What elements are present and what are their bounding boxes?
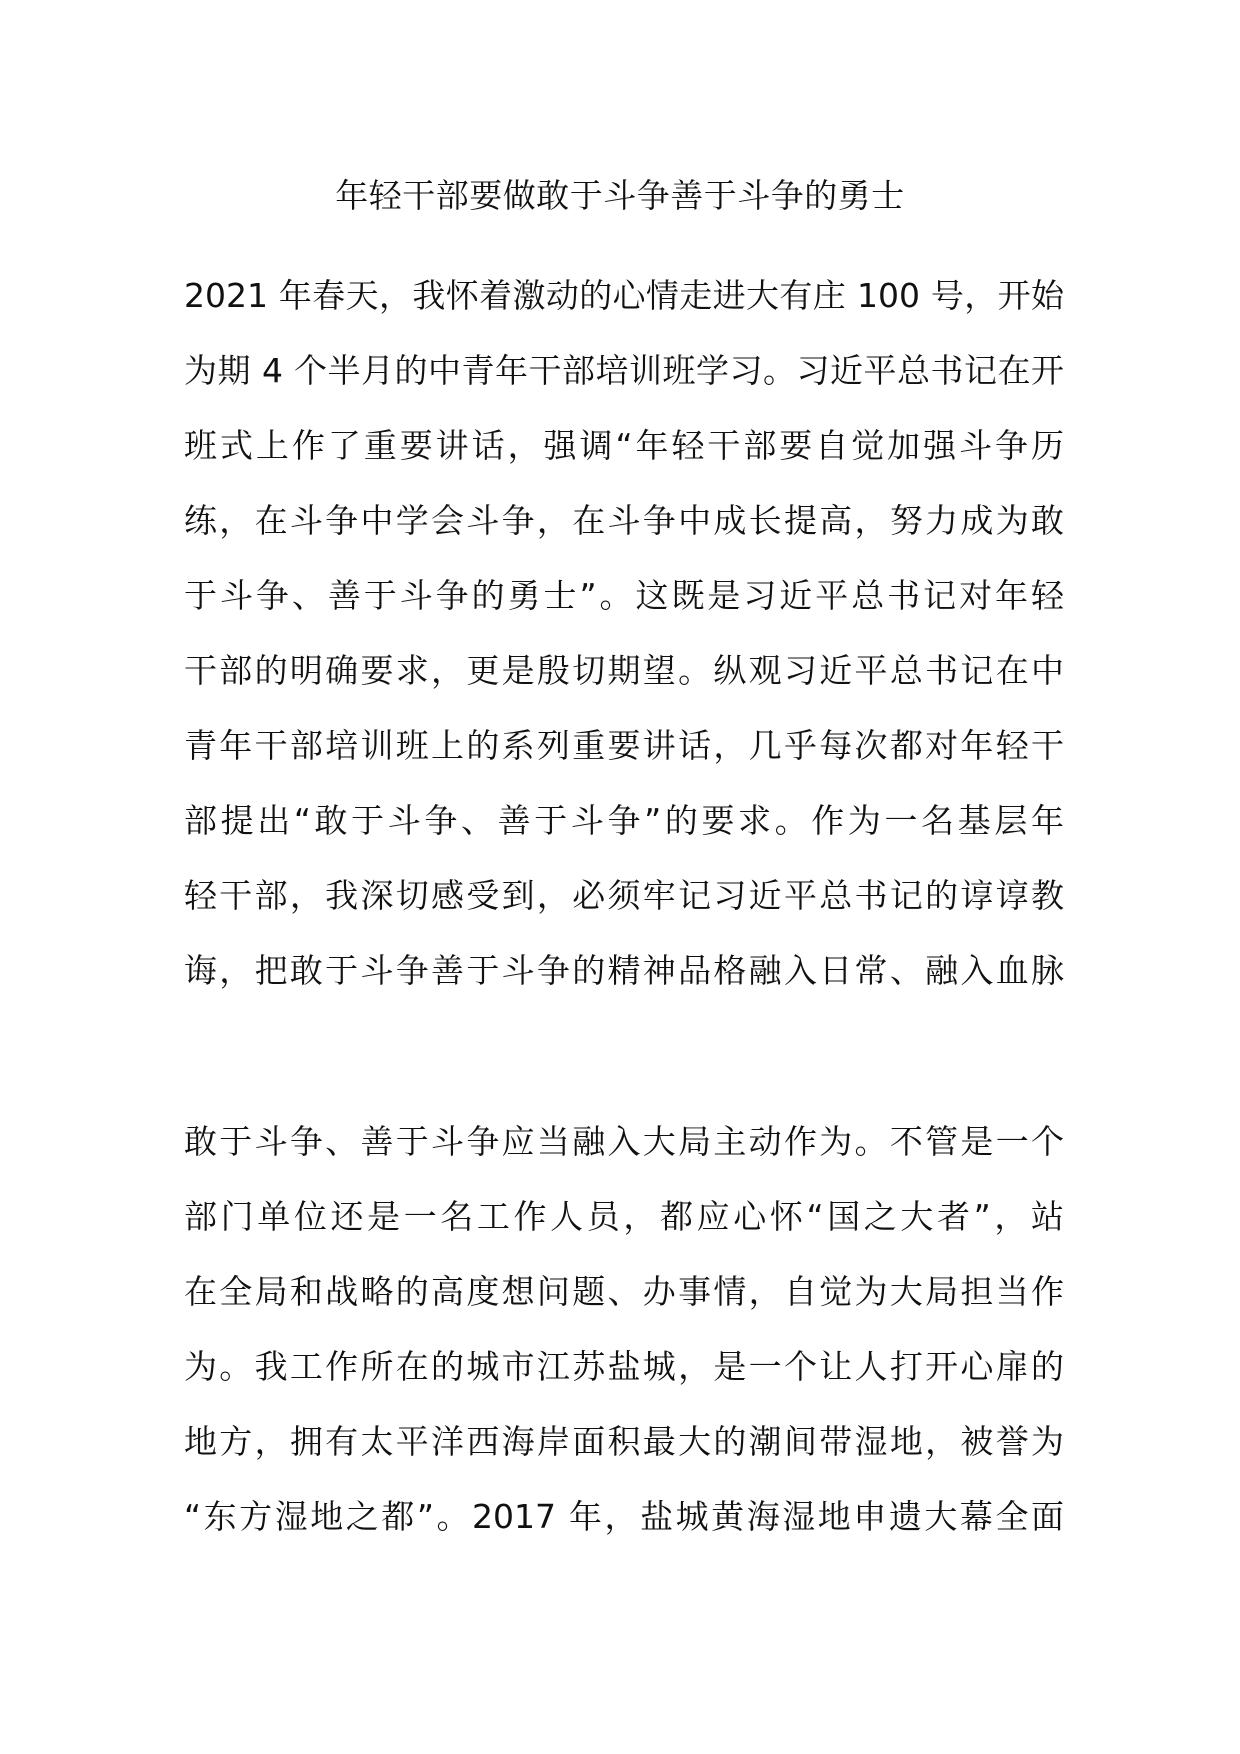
- text-line: 轻干部，我深切感受到，必须牢记习近平总书记的谆谆教: [184, 876, 1064, 915]
- text-line: 地方，拥有太平洋西海岸面积最大的潮间带湿地，被誉为: [184, 1422, 1064, 1461]
- text-line: 为。我工作所在的城市江苏盐城，是一个让人打开心扉的: [184, 1347, 1064, 1386]
- text-line: 练，在斗争中学会斗争，在斗争中成长提高，努力成为敢: [184, 501, 1064, 540]
- text-line: 为期 4 个半月的中青年干部培训班学习。习近平总书记在开: [184, 351, 1064, 390]
- paragraph-2: [184, 1104, 1064, 1554]
- text-line: 诲，把敢于斗争善于斗争的精神品格融入日常、融入血脉: [184, 951, 1064, 990]
- text-line: “东方湿地之都”。2017 年，盐城黄海湿地申遗大幕全面: [184, 1497, 1064, 1536]
- text-line: 干部的明确要求，更是殷切期望。纵观习近平总书记在中: [184, 651, 1064, 690]
- text-line: 于斗争、善于斗争的勇士”。这既是习近平总书记对年轻: [184, 576, 1064, 615]
- text-line: 部门单位还是一名工作人员，都应心怀“国之大者”，站: [184, 1197, 1064, 1236]
- text-line: 青年干部培训班上的系列重要讲话，几乎每次都对年轻干: [184, 726, 1064, 765]
- text-line: 在全局和战略的高度想问题、办事情，自觉为大局担当作: [184, 1272, 1064, 1311]
- text-line: 部提出“敢于斗争、善于斗争”的要求。作为一名基层年: [184, 801, 1064, 840]
- text-line: 2021 年春天，我怀着激动的心情走进大有庄 100 号，开始: [184, 276, 1064, 315]
- text-line: 敢于斗争、善于斗争应当融入大局主动作为。不管是一个: [184, 1122, 1064, 1161]
- document-title: 年轻干部要做敢于斗争善于斗争的勇士: [335, 176, 905, 215]
- text-line: 班式上作了重要讲话，强调“年轻干部要自觉加强斗争历: [184, 426, 1064, 465]
- paragraph-1: [184, 258, 1064, 1008]
